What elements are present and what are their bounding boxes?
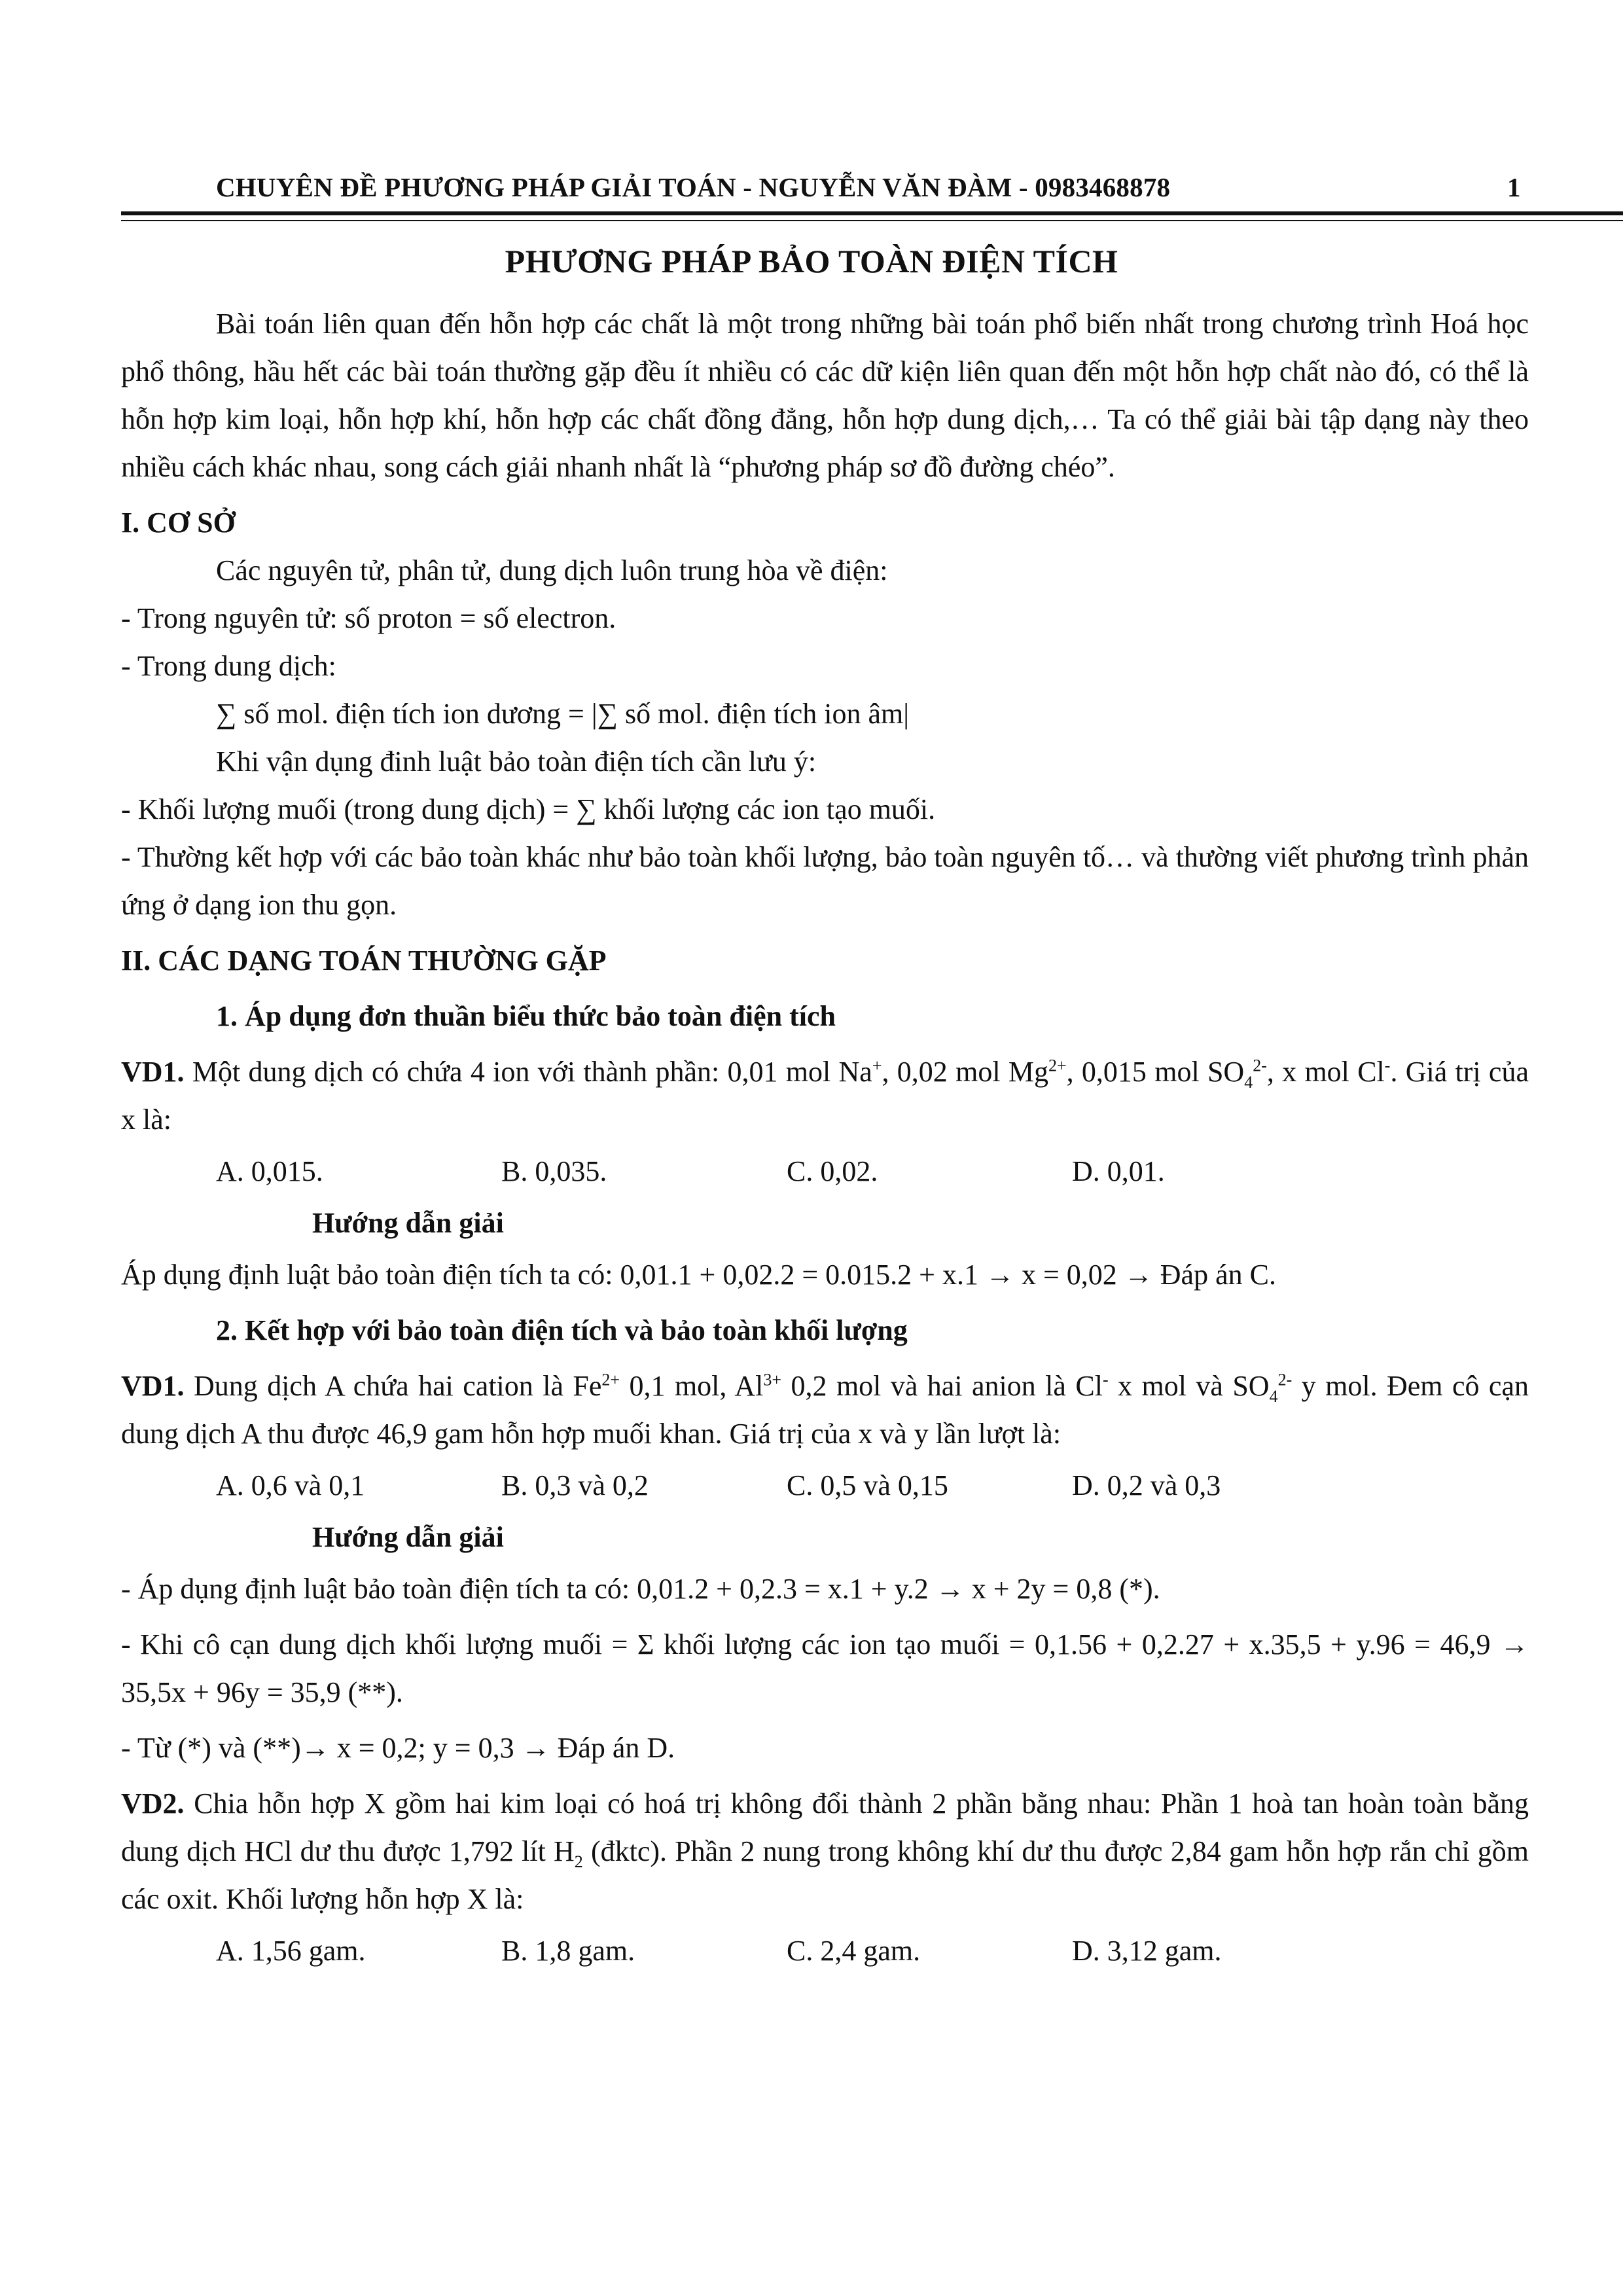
answer-options bbox=[121, 1462, 1529, 1509]
page-header bbox=[0, 171, 1623, 208]
solution-heading: Hướng dẫn giải bbox=[312, 1521, 504, 1553]
option-a: A. 0,015. bbox=[216, 1155, 323, 1187]
page-number: 1 bbox=[1507, 172, 1521, 202]
section2-heading: II. CÁC DẠNG TOÁN THƯỜNG GẶP bbox=[121, 944, 607, 977]
solution-line: Áp dụng định luật bảo toàn điện tích ta có: 0,01.1 + 0,02.2 = 0.015.2 + x.1 → x = 0,02 → Đáp án C. bbox=[121, 1259, 1276, 1291]
section1-line: Khi vận dụng đinh luật bảo toàn điện tích cần lưu ý: bbox=[216, 745, 817, 778]
subsection-heading: 2. Kết hợp với bảo toàn điện tích và bảo toàn khối lượng bbox=[216, 1314, 908, 1346]
example-problem: VD1. Một dung dịch có chứa 4 ion với thành phần: 0,01 mol Na+, 0,02 mol $Mg^{2+}$, 0,015 mol $SO_4^{2-}$, x mol Cl-. Giá trị của x là: bbox=[121, 1056, 1529, 1136]
option-d: D. 3,12 gam. bbox=[1072, 1935, 1222, 1967]
document-title: PHƯƠNG PHÁP BẢO TOÀN ĐIỆN TÍCH bbox=[505, 243, 1118, 279]
option-d: D. 0,2 và 0,3 bbox=[1072, 1469, 1221, 1501]
section1-line: - Trong dung dịch: bbox=[121, 650, 336, 682]
solution-heading: Hướng dẫn giải bbox=[312, 1207, 504, 1239]
solution-line: - Khi cô cạn dung dịch khối lượng muối = Σ khối lượng các ion tạo muối = 0,1.56 + 0,2.27 + x.35,5 + y.96 = 46,9 → 35,5x + 96y = 35,9 (**). bbox=[121, 1628, 1529, 1708]
header-rule-thin bbox=[121, 220, 1623, 221]
option-d: D. 0,01. bbox=[1072, 1155, 1165, 1187]
example-problem: VD2. Chia hỗn hợp X gồm hai kim loại có hoá trị không đổi thành 2 phần bằng nhau: Phần 1 hoà tan hoàn toàn bằng dung dịch HCl dư thu được 1,792 lít $H_2$ (đktc). Phần 2 nung trong không khí dư thu được 2,84 gam hỗn hợp rắn chỉ gồm các oxit. Khối lượng hỗn hợp X là: bbox=[121, 1787, 1529, 1915]
section1-line: Các nguyên tử, phân tử, dung dịch luôn trung hòa về điện: bbox=[216, 554, 888, 586]
example-label: VD1. bbox=[121, 1370, 185, 1402]
option-a: A. 1,56 gam. bbox=[216, 1935, 366, 1967]
option-b: B. 1,8 gam. bbox=[501, 1935, 635, 1967]
solution-line: - Áp dụng định luật bảo toàn điện tích ta có: 0,01.2 + 0,2.3 = x.1 + y.2 → x + 2y = 0,8 (*). bbox=[121, 1573, 1160, 1605]
section1-line: - Khối lượng muối (trong dung dịch) = ∑ khối lượng các ion tạo muối. bbox=[121, 793, 936, 825]
example-problem: VD1. Dung dịch A chứa hai cation là $Fe^{2+}$ 0,1 mol, $Al^{3+}$ 0,2 mol và hai anion là Cl- x mol và $SO_4^{2-}$ y mol. Đem cô cạn dung dịch A thu được 46,9 gam hỗn hợp muối khan. Giá trị của x và y lần lượt là: bbox=[121, 1370, 1529, 1450]
option-a: A. 0,6 và 0,1 bbox=[216, 1469, 365, 1501]
option-c: C. 0,02. bbox=[787, 1155, 878, 1187]
solution-line: - Từ (*) và (**)→ x = 0,2; y = 0,3 → Đáp án D. bbox=[121, 1732, 675, 1764]
section1-line: - Trong nguyên tử: số proton = số electron. bbox=[121, 602, 616, 634]
answer-options bbox=[121, 1147, 1529, 1195]
example-label: VD1. bbox=[121, 1056, 185, 1088]
answer-options bbox=[121, 1927, 1529, 1975]
header-title: CHUYÊN ĐỀ PHƯƠNG PHÁP GIẢI TOÁN - NGUYỄN VĂN ĐÀM - 0983468878 bbox=[216, 172, 1171, 202]
section1-heading: I. CƠ SỞ bbox=[121, 507, 236, 539]
option-b: B. 0,3 và 0,2 bbox=[501, 1469, 649, 1501]
section1-line: - Thường kết hợp với các bảo toàn khác như bảo toàn khối lượng, bảo toàn nguyên tố… và thường viết phương trình phản ứng ở dạng ion thu gọn. bbox=[121, 841, 1529, 921]
option-b: B. 0,035. bbox=[501, 1155, 607, 1187]
example-label: VD2. bbox=[121, 1787, 185, 1820]
intro-paragraph: Bài toán liên quan đến hỗn hợp các chất là một trong những bài toán phổ biến nhất trong chương trình Hoá học phổ thông, hầu hết các bài toán thường gặp đều ít nhiều có các dữ kiện liên quan đến một hỗn hợp chất nào đó, có thể là hỗn hợp kim loại, hỗn hợp khí, hỗn hợp các chất đồng đẳng, hỗn hợp dung dịch,… Ta có thể giải bài tập dạng này theo nhiều cách khác nhau, song cách giải nhanh nhất là “phương pháp sơ đồ đường chéo”. bbox=[121, 308, 1529, 483]
document-body bbox=[121, 300, 1529, 1979]
charge-formula: ∑ số mol. điện tích ion dương = |∑ số mol. điện tích ion âm| bbox=[216, 698, 910, 730]
subsection-heading: 1. Áp dụng đơn thuần biểu thức bảo toàn điện tích bbox=[216, 1000, 836, 1032]
option-c: C. 0,5 và 0,15 bbox=[787, 1469, 948, 1501]
option-c: C. 2,4 gam. bbox=[787, 1935, 921, 1967]
header-rule-thick bbox=[121, 211, 1623, 215]
